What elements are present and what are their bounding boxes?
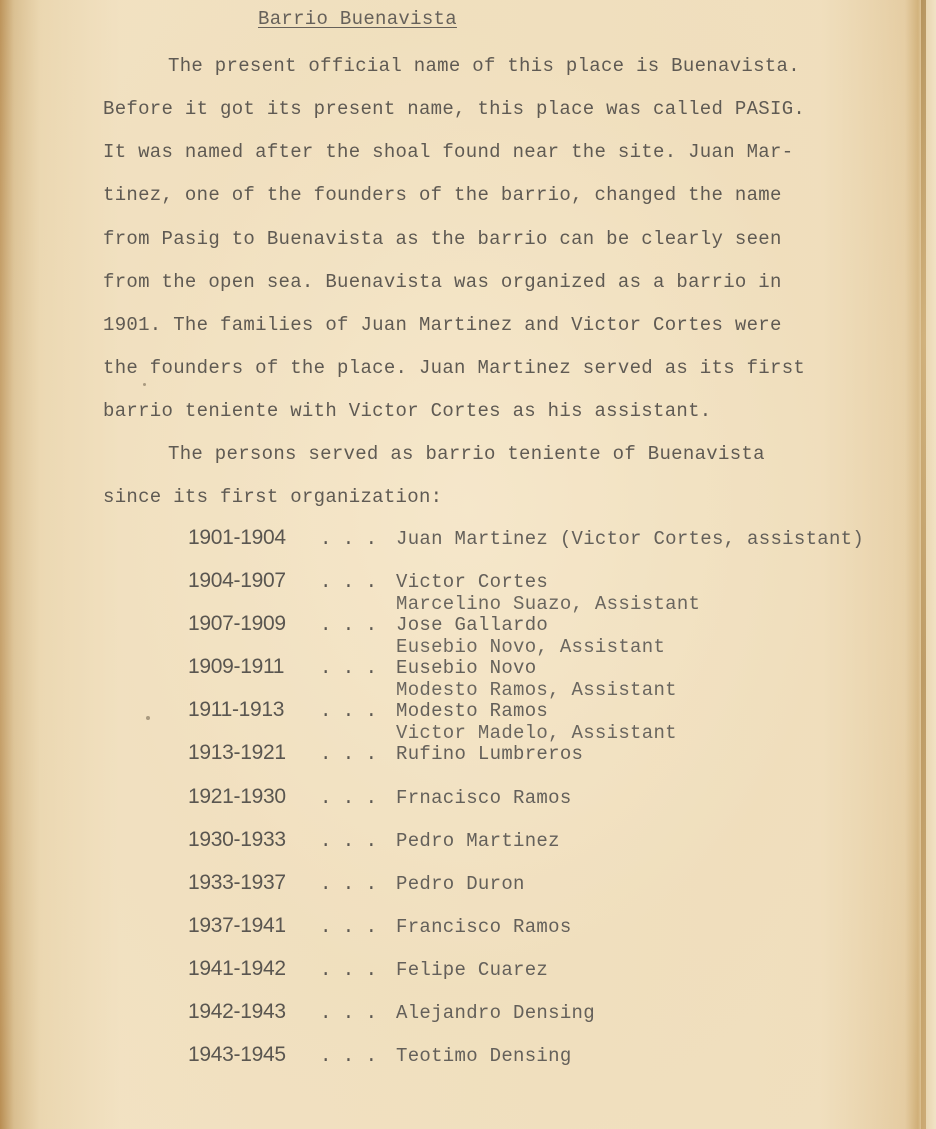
leader-dots: . . . (320, 743, 378, 765)
teniente-name: Pedro Martinez (396, 830, 560, 852)
teniente-name: Felipe Cuarez (396, 959, 549, 981)
leader-dots: . . . (320, 614, 378, 636)
paragraph-line: Before it got its present name, this place was called PASIG. (103, 98, 806, 120)
paragraph-line: 1901. The families of Juan Martinez and Victor Cortes were (103, 314, 782, 336)
term-years: 1907-1909 (188, 612, 286, 635)
paragraph-line: The present official name of this place is Buenavista. (168, 55, 800, 77)
teniente-name: Teotimo Densing (396, 1045, 572, 1067)
teniente-name: Rufino Lumbreros (396, 743, 584, 765)
leader-dots: . . . (320, 571, 378, 593)
term-years: 1901-1904 (188, 526, 286, 549)
paragraph-line: The persons served as barrio teniente of Buenavista (168, 443, 765, 465)
term-years: 1911-1913 (188, 698, 285, 721)
term-years: 1921-1930 (188, 785, 286, 808)
teniente-name: Modesto Ramos (396, 700, 549, 722)
paragraph-line: from the open sea. Buenavista was organized as a barrio in (103, 271, 782, 293)
leader-dots: . . . (320, 916, 378, 938)
leader-dots: . . . (320, 1002, 378, 1024)
teniente-name: Juan Martinez (Victor Cortes, assistant) (396, 528, 865, 550)
term-years: 1943-1945 (188, 1043, 286, 1066)
paper-speck (143, 383, 146, 386)
paragraph-line: It was named after the shoal found near the site. Juan Mar- (103, 141, 794, 163)
paragraph-line: since its first organization: (103, 486, 443, 508)
teniente-name: Victor Cortes (396, 571, 549, 593)
term-years: 1937-1941 (188, 914, 286, 937)
teniente-name: Pedro Duron (396, 873, 525, 895)
teniente-name: Eusebio Novo (396, 657, 537, 679)
leader-dots: . . . (320, 830, 378, 852)
assistant-name: Modesto Ramos, Assistant (396, 679, 677, 701)
leader-dots: . . . (320, 700, 378, 722)
term-years: 1913-1921 (188, 741, 286, 764)
leader-dots: . . . (320, 787, 378, 809)
term-years: 1942-1943 (188, 1000, 286, 1023)
teniente-name: Frnacisco Ramos (396, 787, 572, 809)
paragraph-line: the founders of the place. Juan Martinez served as its first (103, 357, 806, 379)
leader-dots: . . . (320, 528, 378, 550)
page-edge (921, 0, 926, 1129)
paragraph-line: from Pasig to Buenavista as the barrio can be clearly seen (103, 228, 782, 250)
assistant-name: Marcelino Suazo, Assistant (396, 593, 701, 615)
leader-dots: . . . (320, 1045, 378, 1067)
teniente-name: Jose Gallardo (396, 614, 549, 636)
term-years: 1904-1907 (188, 569, 286, 592)
teniente-name: Alejandro Densing (396, 1002, 595, 1024)
term-years: 1941-1942 (188, 957, 286, 980)
assistant-name: Eusebio Novo, Assistant (396, 636, 666, 658)
assistant-name: Victor Madelo, Assistant (396, 722, 677, 744)
leader-dots: . . . (320, 657, 378, 679)
document-title: Barrio Buenavista (258, 8, 457, 30)
paper-speck (146, 716, 150, 720)
leader-dots: . . . (320, 959, 378, 981)
teniente-name: Francisco Ramos (396, 916, 572, 938)
leader-dots: . . . (320, 873, 378, 895)
term-years: 1933-1937 (188, 871, 286, 894)
term-years: 1909-1911 (188, 655, 285, 678)
paragraph-line: tinez, one of the founders of the barrio, changed the name (103, 184, 782, 206)
paragraph-line: barrio teniente with Victor Cortes as his assistant. (103, 400, 712, 422)
term-years: 1930-1933 (188, 828, 286, 851)
